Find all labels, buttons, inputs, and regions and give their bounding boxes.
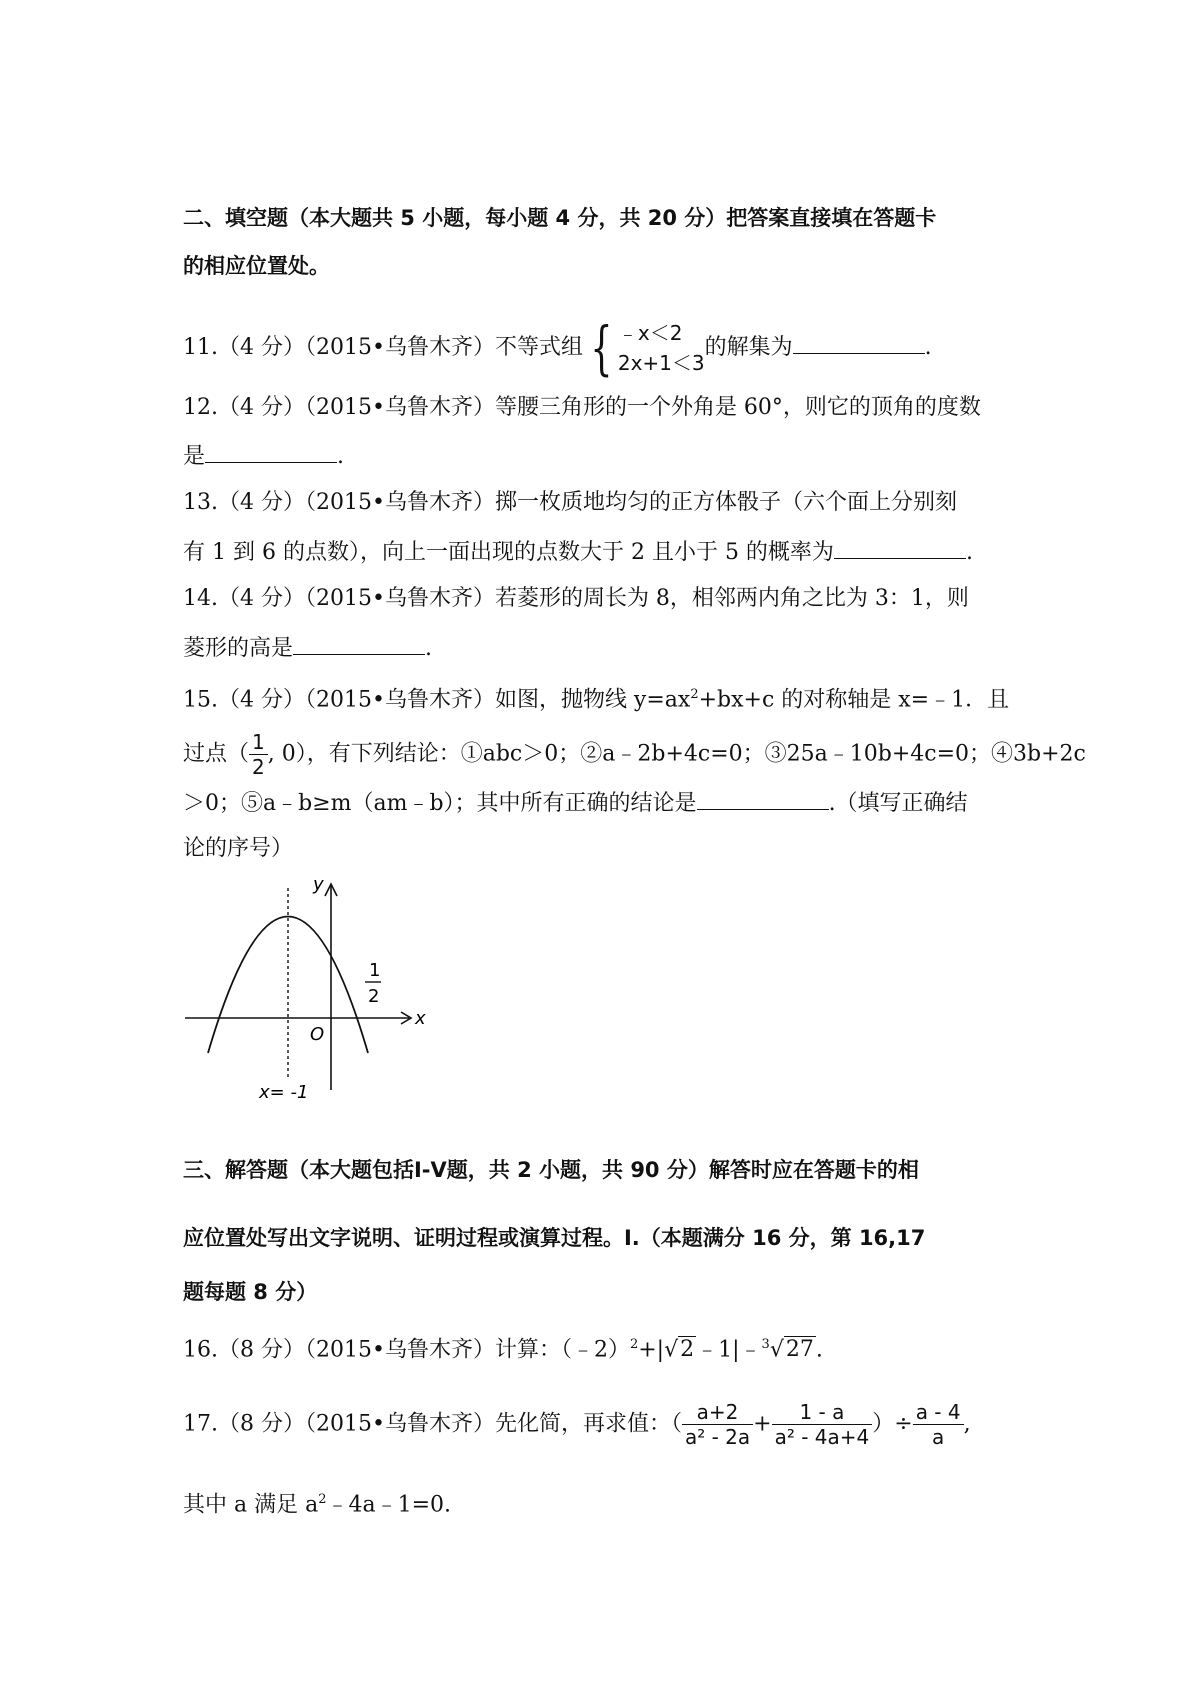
question-12-line1: 12.（4 分）（2015•乌鲁木齐）等腰三角形的一个外角是 60°，则它的顶角的度数 xyxy=(183,395,981,420)
frac-den: 2 xyxy=(252,755,265,779)
parabola-graph xyxy=(183,868,433,1104)
q17-line2-b: ﹣4a﹣1=0. xyxy=(326,1492,452,1518)
f3-num: a - 4 xyxy=(913,1400,964,1425)
question-17 xyxy=(183,1400,971,1449)
q11-end: . xyxy=(924,335,932,360)
q16-abs-open: +| xyxy=(638,1337,665,1363)
q16-end: . xyxy=(815,1337,823,1363)
q17-plus: + xyxy=(753,1411,772,1437)
answer-blank-15[interactable] xyxy=(697,787,829,810)
half-denominator: 2 xyxy=(368,986,380,1007)
x-axis-label: x xyxy=(415,1008,426,1029)
q17-prefix: 17.（8 分）（2015•乌鲁木齐）先化简，再求值：（ xyxy=(183,1411,682,1437)
section-3-heading-line1: 三、解答题（本大题包括Ⅰ-Ⅴ题，共 2 小题，共 90 分）解答时应在答题卡的相 xyxy=(183,1158,919,1182)
q17-line2-a: 其中 a 满足 a xyxy=(183,1492,319,1518)
q12-end: . xyxy=(337,444,345,469)
answer-blank-14[interactable] xyxy=(293,632,425,655)
q14-prefix: 菱形的高是 xyxy=(183,636,294,661)
q14-end: . xyxy=(425,636,433,661)
q15-line2-a: 过点（ xyxy=(183,741,250,767)
question-13-line2 xyxy=(183,536,973,568)
f2-num: 1 - a xyxy=(772,1400,873,1425)
question-13-line1: 13.（4 分）（2015•乌鲁木齐）掷一枚质地均匀的正方体骰子（六个面上分别刻 xyxy=(183,490,957,515)
q17-end: , xyxy=(963,1411,971,1437)
q17-line2-sup: 2 xyxy=(318,1492,327,1507)
answer-blank-11[interactable] xyxy=(793,331,925,354)
question-16 xyxy=(183,1330,823,1365)
q16-sqrt-value: 2 xyxy=(680,1337,695,1363)
question-12-line2 xyxy=(183,440,344,472)
symmetry-axis-label: x= -1 xyxy=(259,1082,309,1103)
q11-suffix: 的解集为 xyxy=(704,335,793,360)
f1-num: a+2 xyxy=(682,1400,753,1425)
question-15-line1 xyxy=(183,680,1009,715)
q17-close: ）÷ xyxy=(872,1411,913,1437)
q15-line2-b: , 0），有下列结论：①abc＞0；②a﹣2b+4c=0；③25a﹣10b+4c=0；④3b+2c xyxy=(267,741,1086,767)
question-15-line4: 论的序号） xyxy=(183,836,294,861)
section-2-heading-line1: 二、填空题（本大题共 5 小题，每小题 4 分，共 20 分）把答案直接填在答题卡 xyxy=(183,206,937,230)
cube-root-icon: √ xyxy=(769,1337,784,1363)
f3-den: a xyxy=(932,1425,945,1449)
section-3-heading-line3: 题每题 8 分） xyxy=(183,1280,318,1304)
y-axis-label: y xyxy=(313,874,324,895)
question-14-line2 xyxy=(183,632,432,664)
frac-num: 1 xyxy=(249,730,268,755)
section-3-heading-line2: 应位置处写出文字说明、证明过程或演算过程。Ⅰ.（本题满分 16 分，第 16,17 xyxy=(183,1226,926,1250)
origin-label: O xyxy=(310,1024,325,1045)
q16-cube-value: 27 xyxy=(785,1337,814,1363)
f2-den: a² - 4a+4 xyxy=(774,1425,870,1449)
left-brace-icon: { xyxy=(590,314,613,382)
inequality-1: ﹣x＜2 xyxy=(617,321,683,345)
q15-line3-prefix: ＞0；⑤a﹣b≥m（am﹣b）；其中所有正确的结论是 xyxy=(183,791,697,816)
q11-prefix: 11.（4 分）（2015•乌鲁木齐）不等式组 xyxy=(183,335,583,360)
fraction-1 xyxy=(682,1400,753,1449)
q15-line1-b: +bx+c 的对称轴是 x=﹣1．且 xyxy=(698,687,1010,713)
sqrt-icon: √ xyxy=(664,1337,679,1363)
q15-line1-a: 15.（4 分）（2015•乌鲁木齐）如图，抛物线 y=ax xyxy=(183,687,691,713)
answer-blank-12[interactable] xyxy=(205,440,337,463)
question-11 xyxy=(183,314,932,382)
q16-sup: 2 xyxy=(629,1337,639,1352)
question-15-line3 xyxy=(183,787,968,819)
inequality-2: 2x+1＜3 xyxy=(617,351,705,375)
q15-sup: 2 xyxy=(690,687,699,702)
q15-line3-suffix: .（填写正确结 xyxy=(828,791,968,816)
q13-end: . xyxy=(965,540,973,565)
answer-blank-13[interactable] xyxy=(834,536,966,559)
question-14-line1: 14.（4 分）（2015•乌鲁木齐）若菱形的周长为 8，相邻两内角之比为 3：1，则 xyxy=(183,586,969,611)
q13-prefix: 有 1 到 6 的点数），向上一面出现的点数大于 2 且小于 5 的概率为 xyxy=(183,540,834,565)
question-17-line2 xyxy=(183,1485,451,1520)
q16-prefix: 16.（8 分）（2015•乌鲁木齐）计算：（﹣2） xyxy=(183,1337,630,1363)
half-numerator: 1 xyxy=(369,960,381,981)
cube-root-index: 3 xyxy=(761,1337,770,1352)
fraction-2 xyxy=(772,1400,873,1449)
inequality-system xyxy=(583,314,705,382)
q12-prefix: 是 xyxy=(183,444,206,469)
fraction-one-half xyxy=(249,730,268,779)
section-2-heading-line2: 的相应位置处。 xyxy=(183,254,330,278)
fraction-3 xyxy=(913,1400,964,1449)
q16-abs-rest: ﹣1|﹣ xyxy=(696,1337,762,1363)
f1-den: a² - 2a xyxy=(684,1425,751,1449)
question-15-line2 xyxy=(183,730,1086,779)
